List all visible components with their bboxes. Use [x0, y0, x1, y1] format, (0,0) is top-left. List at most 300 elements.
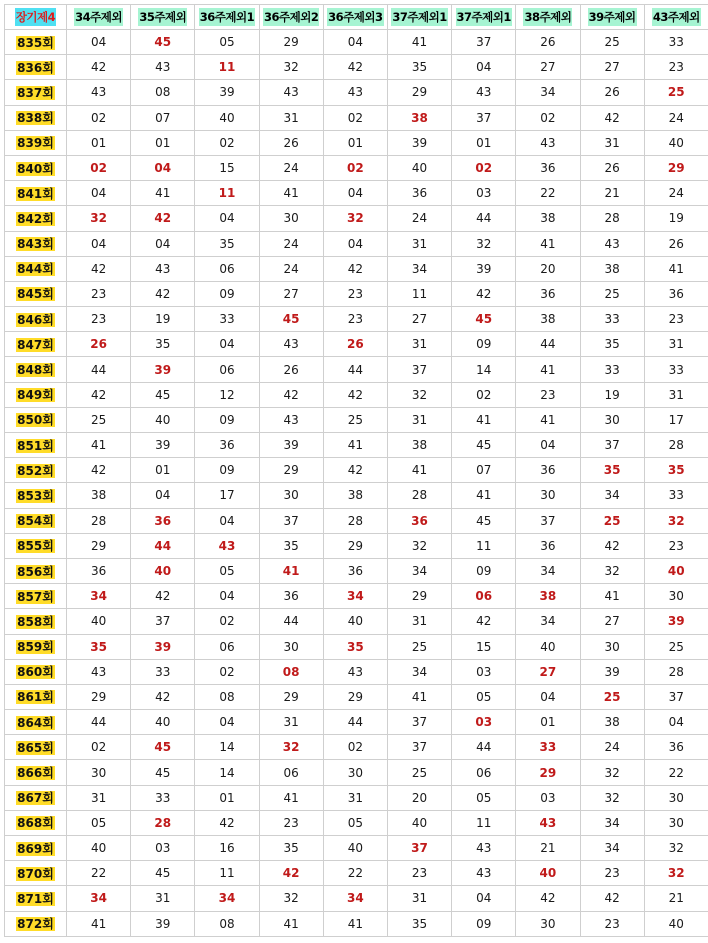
number-cell: 25 — [644, 80, 708, 105]
round-label-cell — [5, 634, 67, 659]
number-cell: 07 — [452, 458, 516, 483]
number-cell: 42 — [580, 105, 644, 130]
number-cell: 15 — [452, 634, 516, 659]
table-row — [5, 30, 708, 55]
number-cell: 23 — [516, 382, 580, 407]
number-cell: 11 — [387, 281, 451, 306]
number-cell: 08 — [131, 80, 195, 105]
round-label-cell — [5, 810, 67, 835]
number-cell: 34 — [67, 886, 131, 911]
number-cell: 34 — [195, 886, 259, 911]
number-cell: 16 — [195, 836, 259, 861]
number-cell: 02 — [195, 609, 259, 634]
number-cell: 41 — [67, 911, 131, 936]
number-cell: 36 — [644, 281, 708, 306]
round-label: 850회 — [16, 413, 55, 427]
number-cell: 24 — [387, 206, 451, 231]
number-cell: 40 — [323, 609, 387, 634]
table-row — [5, 206, 708, 231]
number-cell: 04 — [67, 30, 131, 55]
number-cell: 25 — [580, 30, 644, 55]
number-cell: 25 — [323, 407, 387, 432]
number-cell: 38 — [323, 483, 387, 508]
table-row — [5, 433, 708, 458]
number-cell: 28 — [644, 433, 708, 458]
round-label-cell — [5, 155, 67, 180]
number-cell: 02 — [323, 735, 387, 760]
number-cell: 02 — [67, 105, 131, 130]
number-cell: 43 — [131, 55, 195, 80]
number-cell: 31 — [67, 785, 131, 810]
number-cell: 05 — [195, 30, 259, 55]
number-cell: 29 — [259, 684, 323, 709]
number-cell: 41 — [387, 30, 451, 55]
lotto-exclusion-table — [4, 4, 708, 937]
number-cell: 28 — [580, 206, 644, 231]
number-cell: 11 — [452, 810, 516, 835]
number-cell: 09 — [452, 332, 516, 357]
table-row — [5, 281, 708, 306]
table-row — [5, 382, 708, 407]
round-label: 866회 — [16, 766, 55, 780]
number-cell: 36 — [516, 458, 580, 483]
number-cell: 11 — [195, 55, 259, 80]
number-cell: 35 — [131, 332, 195, 357]
number-cell: 26 — [516, 30, 580, 55]
number-cell: 29 — [259, 30, 323, 55]
round-label-cell — [5, 382, 67, 407]
number-cell: 27 — [516, 659, 580, 684]
number-cell: 39 — [259, 433, 323, 458]
number-cell: 41 — [516, 407, 580, 432]
number-cell: 40 — [131, 558, 195, 583]
number-cell: 43 — [516, 810, 580, 835]
number-cell: 20 — [516, 256, 580, 281]
round-label-cell — [5, 105, 67, 130]
number-cell: 40 — [387, 810, 451, 835]
number-cell: 26 — [323, 332, 387, 357]
number-cell: 14 — [452, 357, 516, 382]
number-cell: 39 — [131, 433, 195, 458]
number-cell: 41 — [259, 181, 323, 206]
number-cell: 31 — [387, 332, 451, 357]
number-cell: 33 — [644, 357, 708, 382]
number-cell: 17 — [644, 407, 708, 432]
round-label-cell — [5, 785, 67, 810]
number-cell: 25 — [387, 634, 451, 659]
number-cell: 40 — [516, 861, 580, 886]
column-header-label: 43주제외 — [652, 8, 701, 26]
number-cell: 17 — [195, 483, 259, 508]
number-cell: 42 — [580, 886, 644, 911]
round-label-cell — [5, 558, 67, 583]
round-label: 843회 — [16, 237, 55, 251]
number-cell: 36 — [387, 181, 451, 206]
number-cell: 32 — [644, 836, 708, 861]
number-cell: 04 — [323, 231, 387, 256]
number-cell: 44 — [452, 735, 516, 760]
table-row — [5, 659, 708, 684]
number-cell: 30 — [644, 810, 708, 835]
number-cell: 25 — [580, 508, 644, 533]
number-cell: 32 — [580, 785, 644, 810]
number-cell: 36 — [387, 508, 451, 533]
table-row — [5, 533, 708, 558]
number-cell: 04 — [195, 584, 259, 609]
number-cell: 37 — [452, 30, 516, 55]
number-cell: 42 — [323, 256, 387, 281]
number-cell: 44 — [67, 710, 131, 735]
number-cell: 04 — [644, 710, 708, 735]
number-cell: 40 — [323, 836, 387, 861]
number-cell: 35 — [195, 231, 259, 256]
number-cell: 36 — [323, 558, 387, 583]
number-cell: 38 — [516, 584, 580, 609]
number-cell: 45 — [452, 508, 516, 533]
table-row — [5, 861, 708, 886]
number-cell: 08 — [195, 911, 259, 936]
number-cell: 24 — [580, 735, 644, 760]
round-label-cell — [5, 735, 67, 760]
round-label-cell — [5, 760, 67, 785]
number-cell: 23 — [644, 307, 708, 332]
round-label-cell — [5, 130, 67, 155]
number-cell: 04 — [131, 483, 195, 508]
number-cell: 31 — [387, 407, 451, 432]
number-cell: 43 — [323, 659, 387, 684]
round-label: 835회 — [16, 36, 55, 50]
number-cell: 37 — [387, 836, 451, 861]
number-cell: 42 — [195, 810, 259, 835]
number-cell: 30 — [259, 206, 323, 231]
number-cell: 32 — [644, 508, 708, 533]
number-cell: 44 — [452, 206, 516, 231]
number-cell: 36 — [516, 281, 580, 306]
number-cell: 26 — [67, 332, 131, 357]
number-cell: 24 — [259, 231, 323, 256]
number-cell: 35 — [387, 55, 451, 80]
number-cell: 33 — [580, 357, 644, 382]
number-cell: 38 — [580, 710, 644, 735]
column-header — [387, 5, 451, 30]
number-cell: 41 — [387, 684, 451, 709]
table-row — [5, 609, 708, 634]
number-cell: 39 — [131, 911, 195, 936]
number-cell: 32 — [259, 735, 323, 760]
round-label-cell — [5, 231, 67, 256]
corner-label: 장기제4 — [15, 8, 56, 26]
number-cell: 23 — [644, 55, 708, 80]
number-cell: 40 — [516, 634, 580, 659]
number-cell: 39 — [131, 634, 195, 659]
round-label: 867회 — [16, 791, 55, 805]
number-cell: 31 — [323, 785, 387, 810]
round-label: 855회 — [16, 539, 55, 553]
number-cell: 41 — [259, 785, 323, 810]
number-cell: 25 — [387, 760, 451, 785]
number-cell: 45 — [131, 760, 195, 785]
number-cell: 23 — [644, 533, 708, 558]
number-cell: 03 — [516, 785, 580, 810]
number-cell: 04 — [67, 181, 131, 206]
number-cell: 09 — [452, 558, 516, 583]
number-cell: 33 — [195, 307, 259, 332]
column-header-label: 38주제외 — [523, 8, 572, 26]
number-cell: 45 — [131, 735, 195, 760]
number-cell: 40 — [644, 911, 708, 936]
number-cell: 20 — [387, 785, 451, 810]
number-cell: 07 — [131, 105, 195, 130]
number-cell: 31 — [580, 130, 644, 155]
number-cell: 23 — [580, 911, 644, 936]
number-cell: 45 — [131, 382, 195, 407]
round-label: 852회 — [16, 464, 55, 478]
number-cell: 04 — [516, 684, 580, 709]
round-label: 870회 — [16, 867, 55, 881]
number-cell: 40 — [67, 836, 131, 861]
column-header-label: 36주제외1 — [199, 8, 255, 26]
round-label: 854회 — [16, 514, 55, 528]
number-cell: 04 — [323, 181, 387, 206]
round-label: 841회 — [16, 187, 55, 201]
number-cell: 45 — [131, 30, 195, 55]
table-row — [5, 508, 708, 533]
number-cell: 43 — [452, 80, 516, 105]
number-cell: 26 — [259, 357, 323, 382]
number-cell: 32 — [67, 206, 131, 231]
number-cell: 09 — [195, 281, 259, 306]
number-cell: 42 — [323, 382, 387, 407]
number-cell: 15 — [195, 155, 259, 180]
number-cell: 42 — [67, 458, 131, 483]
table-row — [5, 105, 708, 130]
column-header — [195, 5, 259, 30]
number-cell: 37 — [387, 357, 451, 382]
number-cell: 01 — [452, 130, 516, 155]
number-cell: 11 — [195, 181, 259, 206]
number-cell: 04 — [195, 710, 259, 735]
number-cell: 04 — [323, 30, 387, 55]
number-cell: 42 — [131, 684, 195, 709]
number-cell: 21 — [644, 886, 708, 911]
number-cell: 06 — [195, 634, 259, 659]
round-label: 856회 — [16, 565, 55, 579]
number-cell: 32 — [259, 886, 323, 911]
number-cell: 34 — [323, 886, 387, 911]
round-label-cell — [5, 181, 67, 206]
number-cell: 40 — [644, 130, 708, 155]
number-cell: 30 — [516, 911, 580, 936]
number-cell: 29 — [67, 533, 131, 558]
number-cell: 01 — [323, 130, 387, 155]
number-cell: 31 — [644, 332, 708, 357]
number-cell: 41 — [323, 911, 387, 936]
number-cell: 05 — [452, 785, 516, 810]
column-header-label: 37주제외1 — [391, 8, 447, 26]
number-cell: 37 — [644, 684, 708, 709]
number-cell: 29 — [323, 533, 387, 558]
table-row — [5, 785, 708, 810]
table-row — [5, 483, 708, 508]
number-cell: 44 — [67, 357, 131, 382]
number-cell: 39 — [131, 357, 195, 382]
number-cell: 34 — [580, 483, 644, 508]
number-cell: 23 — [323, 307, 387, 332]
number-cell: 37 — [131, 609, 195, 634]
number-cell: 26 — [644, 231, 708, 256]
round-label-cell — [5, 332, 67, 357]
number-cell: 14 — [195, 760, 259, 785]
number-cell: 06 — [195, 256, 259, 281]
number-cell: 33 — [516, 735, 580, 760]
number-cell: 39 — [195, 80, 259, 105]
number-cell: 44 — [323, 357, 387, 382]
column-header — [516, 5, 580, 30]
number-cell: 04 — [195, 332, 259, 357]
number-cell: 23 — [259, 810, 323, 835]
number-cell: 42 — [259, 861, 323, 886]
number-cell: 24 — [259, 256, 323, 281]
number-cell: 02 — [516, 105, 580, 130]
number-cell: 43 — [195, 533, 259, 558]
number-cell: 37 — [259, 508, 323, 533]
number-cell: 26 — [580, 155, 644, 180]
number-cell: 06 — [259, 760, 323, 785]
number-cell: 25 — [67, 407, 131, 432]
number-cell: 30 — [580, 407, 644, 432]
number-cell: 27 — [259, 281, 323, 306]
column-header — [67, 5, 131, 30]
number-cell: 42 — [323, 55, 387, 80]
number-cell: 40 — [131, 710, 195, 735]
number-cell: 42 — [580, 533, 644, 558]
number-cell: 27 — [580, 55, 644, 80]
number-cell: 29 — [644, 155, 708, 180]
round-label: 837회 — [16, 86, 55, 100]
round-label-cell — [5, 508, 67, 533]
number-cell: 25 — [644, 634, 708, 659]
table-row — [5, 155, 708, 180]
number-cell: 41 — [452, 407, 516, 432]
number-cell: 05 — [452, 684, 516, 709]
round-label: 844회 — [16, 262, 55, 276]
column-header — [580, 5, 644, 30]
number-cell: 25 — [580, 684, 644, 709]
number-cell: 23 — [580, 861, 644, 886]
number-cell: 29 — [387, 584, 451, 609]
number-cell: 29 — [323, 684, 387, 709]
corner-header — [5, 5, 67, 30]
number-cell: 30 — [580, 634, 644, 659]
round-label-cell — [5, 407, 67, 432]
column-header — [323, 5, 387, 30]
round-label-cell — [5, 483, 67, 508]
number-cell: 38 — [516, 206, 580, 231]
number-cell: 08 — [195, 684, 259, 709]
number-cell: 42 — [67, 382, 131, 407]
number-cell: 23 — [67, 281, 131, 306]
number-cell: 38 — [580, 256, 644, 281]
round-label: 849회 — [16, 388, 55, 402]
table-row — [5, 307, 708, 332]
table-row — [5, 256, 708, 281]
number-cell: 29 — [67, 684, 131, 709]
number-cell: 05 — [323, 810, 387, 835]
number-cell: 43 — [259, 332, 323, 357]
number-cell: 06 — [195, 357, 259, 382]
number-cell: 19 — [131, 307, 195, 332]
number-cell: 32 — [580, 558, 644, 583]
number-cell: 43 — [452, 836, 516, 861]
number-cell: 30 — [516, 483, 580, 508]
column-header-label: 36주제외2 — [263, 8, 319, 26]
number-cell: 30 — [644, 785, 708, 810]
number-cell: 31 — [259, 710, 323, 735]
number-cell: 02 — [67, 735, 131, 760]
number-cell: 43 — [516, 130, 580, 155]
round-label: 859회 — [16, 640, 55, 654]
round-label: 839회 — [16, 136, 55, 150]
number-cell: 24 — [259, 155, 323, 180]
table-row — [5, 584, 708, 609]
column-header — [644, 5, 708, 30]
number-cell: 01 — [67, 130, 131, 155]
table-row — [5, 558, 708, 583]
number-cell: 11 — [195, 861, 259, 886]
number-cell: 33 — [644, 30, 708, 55]
table-row — [5, 810, 708, 835]
number-cell: 45 — [259, 307, 323, 332]
number-cell: 36 — [131, 508, 195, 533]
number-cell: 28 — [644, 659, 708, 684]
number-cell: 34 — [387, 558, 451, 583]
number-cell: 34 — [580, 810, 644, 835]
number-cell: 28 — [323, 508, 387, 533]
round-label-cell — [5, 911, 67, 936]
round-label: 845회 — [16, 287, 55, 301]
table-row — [5, 80, 708, 105]
number-cell: 04 — [516, 433, 580, 458]
number-cell: 41 — [387, 458, 451, 483]
number-cell: 03 — [452, 181, 516, 206]
number-cell: 34 — [516, 609, 580, 634]
round-label: 851회 — [16, 439, 55, 453]
number-cell: 43 — [580, 231, 644, 256]
number-cell: 42 — [452, 281, 516, 306]
number-cell: 42 — [323, 458, 387, 483]
round-label-cell — [5, 281, 67, 306]
number-cell: 34 — [67, 584, 131, 609]
number-cell: 38 — [387, 105, 451, 130]
number-cell: 43 — [452, 861, 516, 886]
number-cell: 32 — [580, 760, 644, 785]
round-label-cell — [5, 433, 67, 458]
number-cell: 27 — [387, 307, 451, 332]
number-cell: 42 — [67, 256, 131, 281]
number-cell: 02 — [452, 155, 516, 180]
round-label: 864회 — [16, 716, 55, 730]
table-row — [5, 231, 708, 256]
number-cell: 04 — [131, 231, 195, 256]
number-cell: 27 — [516, 55, 580, 80]
number-cell: 39 — [644, 609, 708, 634]
number-cell: 36 — [67, 558, 131, 583]
number-cell: 02 — [195, 130, 259, 155]
number-cell: 41 — [323, 433, 387, 458]
round-label: 861회 — [16, 690, 55, 704]
number-cell: 04 — [452, 55, 516, 80]
number-cell: 42 — [131, 281, 195, 306]
